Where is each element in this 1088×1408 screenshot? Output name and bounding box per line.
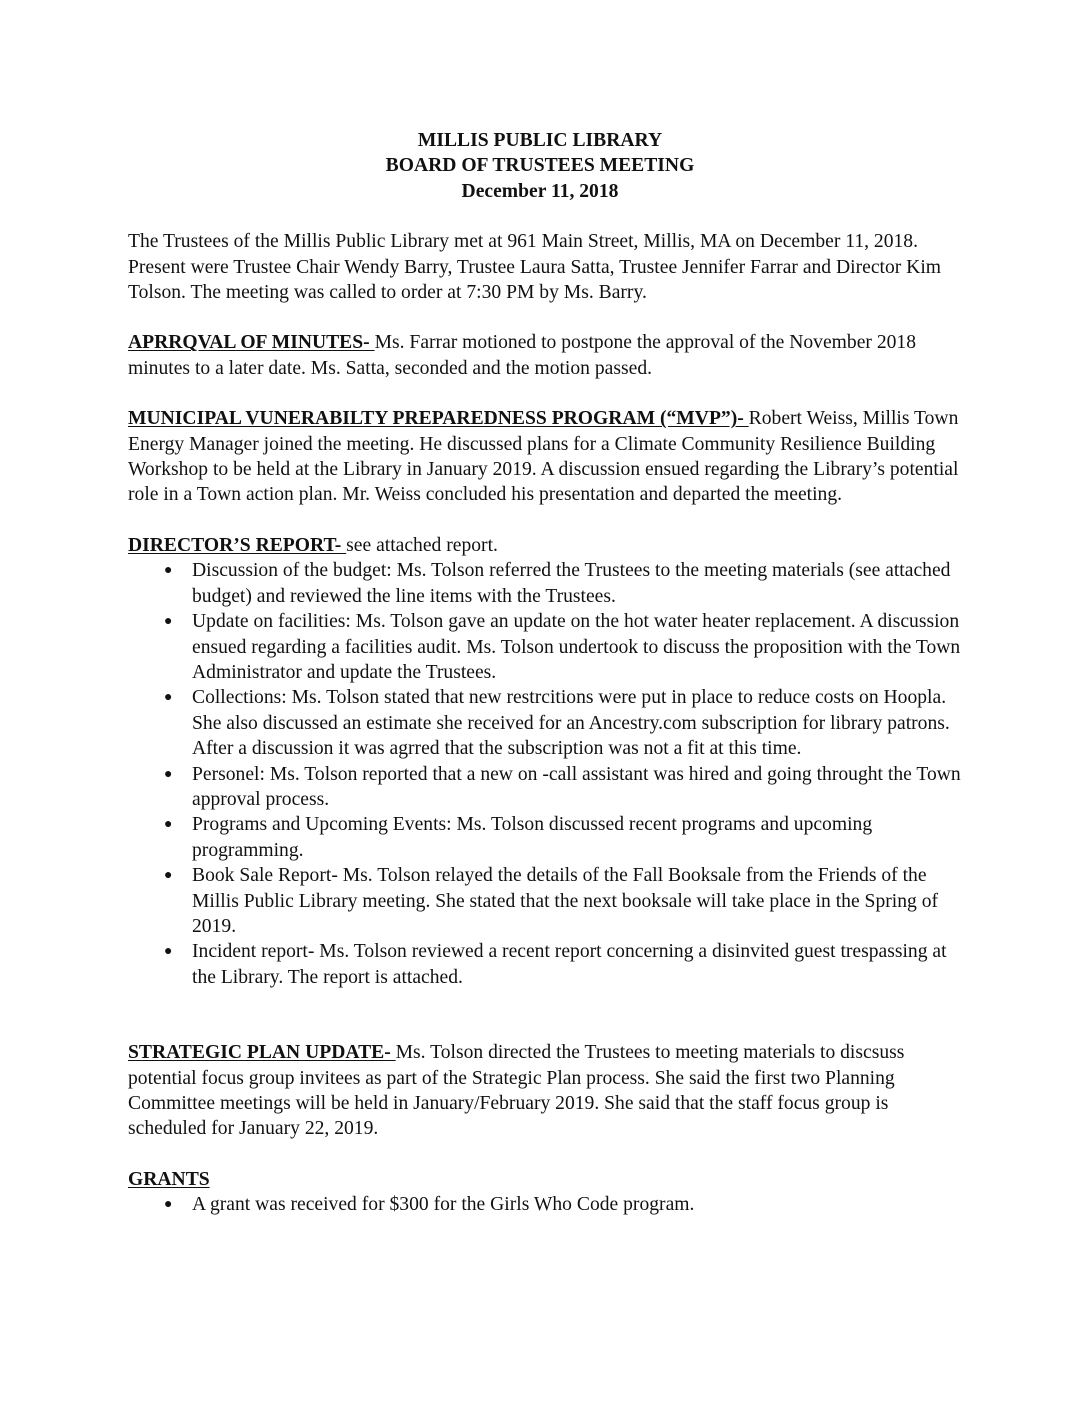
intro-paragraph: The Trustees of the Millis Public Library met at 961 Main Street, Millis, MA on December 11, 2018. Present were Trustee Chair Wendy Barry, Trustee Laura Satta, Trustee Jennifer Farrar and Director Kim Tolson. The meeting was called to order at 7:30 PM by Ms. Barry. — [128, 231, 942, 304]
minutes-heading: APRRQVAL OF MINUTES- — [128, 332, 375, 354]
bullet-icon: ● — [164, 766, 173, 782]
minutes-section — [128, 330, 968, 381]
list-item — [164, 609, 968, 685]
grants-intro — [128, 1167, 968, 1192]
minutes-text: Ms. Farrar motioned to postpone the approval of the November 2018 minutes to a later date. Ms. Satta, seconded and the motion passed. — [128, 332, 917, 379]
director-report-section — [128, 533, 968, 990]
bullet-icon: ● — [164, 690, 173, 706]
list-item-text: Update on facilities: Ms. Tolson gave an update on the hot water heater replacement. A discussion ensued regarding a facilities audit. Ms. Tolson undertook to discuss the proposition with the Town Administrator and update the Trustees. — [192, 611, 961, 683]
header-meeting-title: BOARD OF TRUSTEES MEETING — [385, 155, 695, 177]
bullet-icon: ● — [164, 563, 173, 579]
list-item — [164, 558, 968, 609]
mvp-heading: MUNICIPAL VUNERABILTY PREPAREDNESS PROGRAM (“MVP”)- — [128, 408, 749, 430]
director-report-text: see attached report. — [346, 534, 498, 556]
header-organization: MILLIS PUBLIC LIBRARY — [417, 130, 663, 151]
list-item-text: Discussion of the budget: Ms. Tolson referred the Trustees to the meeting materials (see attached budget) and reviewed the line items with the Trustees. — [192, 560, 951, 607]
document-header — [112, 128, 968, 204]
bullet-icon: ● — [164, 944, 173, 960]
list-item-text: Programs and Upcoming Events: Ms. Tolson discussed recent programs and upcoming programming. — [192, 814, 873, 861]
bullet-icon: ● — [164, 868, 173, 884]
director-report-heading: DIRECTOR’S REPORT- — [128, 534, 347, 556]
header-meeting-date: December 11, 2018 — [461, 180, 619, 202]
list-item-text: A grant was received for $300 for the Girls Who Code program. — [192, 1194, 695, 1216]
bullet-icon: ● — [164, 1197, 173, 1213]
director-report-intro — [128, 533, 968, 558]
list-item — [164, 812, 968, 863]
strategic-plan-section — [128, 1040, 968, 1142]
list-item-text: Personel: Ms. Tolson reported that a new on -call assistant was hired and going throught the Town approval process. — [192, 763, 961, 810]
list-item — [164, 1192, 968, 1217]
bullet-icon: ● — [164, 817, 173, 833]
bullet-icon: ● — [164, 614, 173, 630]
list-item — [164, 762, 968, 813]
mvp-section — [128, 406, 968, 508]
list-item — [164, 939, 968, 990]
document-page — [128, 128, 968, 1218]
grants-section — [128, 1167, 968, 1218]
list-item-text: Collections: Ms. Tolson stated that new restrcitions were put in place to reduce costs on Hoopla. She also discussed an estimate she received for an Ancestry.com subscription for library patrons. After a discussion it was agrred that the subscription was not a fit at this time. — [192, 687, 950, 760]
strategic-plan-text: Ms. Tolson directed the Trustees to meeting materials to discsuss potential focus group invitees as part of the Strategic Plan process. She said the first two Planning Committee meetings will be held in January/February 2019. She said that the staff focus group is scheduled for January 22, 2019. — [128, 1042, 905, 1140]
list-item-text: Book Sale Report- Ms. Tolson relayed the details of the Fall Booksale from the Friends of the Millis Public Library meeting. She stated that the next booksale will take place in the Spring of 2019. — [192, 865, 939, 937]
grants-list — [128, 1192, 968, 1217]
grants-heading: GRANTS — [128, 1168, 210, 1190]
list-item — [164, 863, 968, 939]
director-report-list — [128, 558, 968, 990]
list-item-text: Incident report- Ms. Tolson reviewed a recent report concerning a disinvited guest trespassing at the Library. The report is attached. — [192, 941, 947, 988]
strategic-plan-heading: STRATEGIC PLAN UPDATE- — [128, 1042, 396, 1064]
list-item — [164, 685, 968, 761]
mvp-text: Robert Weiss, Millis Town Energy Manager joined the meeting. He discussed plans for a Climate Community Resilience Building Workshop to be held at the Library in January 2019. A discussion ensued regarding the Library’s potential role in a Town action plan. Mr. Weiss concluded his presentation and departed the meeting. — [128, 408, 959, 506]
